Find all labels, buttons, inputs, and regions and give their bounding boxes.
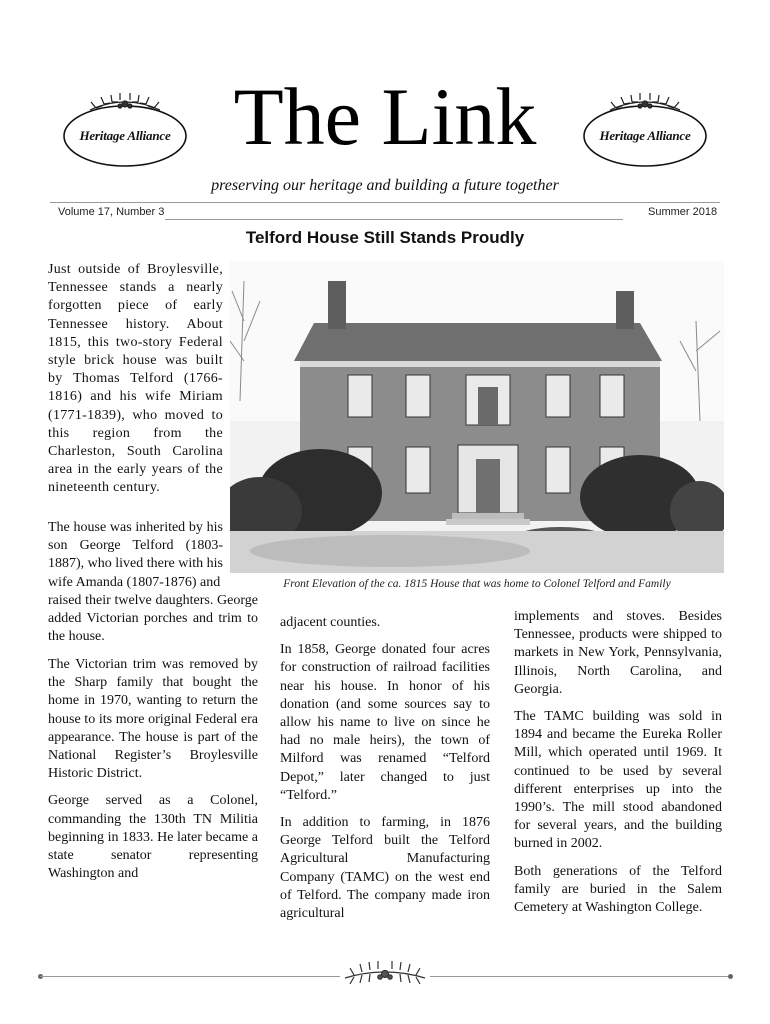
footer-rule-right bbox=[430, 976, 730, 977]
paragraph: Just outside of Broylesville, Tennessee stands a nearly forgotten piece of early Tennessee history. About 1815, this two-story Federal style brick house was built by Thomas Telford (1766-1816) and his wife Miriam (1771-1839), who moved to this region from the Charleston, South Carolina area in the early years of the nineteenth century. bbox=[48, 262, 223, 496]
footer-rule-left bbox=[40, 976, 340, 977]
paragraph: Both generations of the Telford family are buried in the Salem Cemetery at Washington College. bbox=[514, 863, 722, 916]
house-photo bbox=[230, 261, 724, 573]
paragraph: The Victorian trim was removed by the Sharp family that bought the home in 1970, wanting to return the house to its more original Federal era appearance. The house is part of the National Register’s Broylesville Historic District. bbox=[48, 657, 258, 782]
photo-caption: Front Elevation of the ca. 1815 House that was home to Colonel Telford and Family bbox=[283, 578, 671, 590]
footer-ornament bbox=[340, 960, 430, 992]
tagline: preserving our heritage and building a future together bbox=[211, 177, 559, 194]
holly-ornament-icon bbox=[340, 960, 430, 992]
paragraph-wrap-rest: raised their twelve daughters. George added Victorian porches and trim to the house. bbox=[48, 593, 258, 645]
issue-season: Summer 2018 bbox=[648, 206, 718, 218]
masthead-rule-bottom bbox=[165, 219, 623, 220]
paragraph: adjacent counties. bbox=[280, 615, 381, 630]
volume-number: Volume 17, Number 3 bbox=[58, 206, 165, 218]
paragraph-wrap-top: The house was inherited by his son George Telford (1803-1887), who lived there with his wife Amanda (1807-1876) and bbox=[48, 520, 223, 590]
footer-dot-right bbox=[728, 974, 733, 979]
article-column-2 bbox=[280, 614, 490, 932]
article-column-1-lower bbox=[48, 656, 258, 892]
paragraph: implements and stoves. Besides Tennessee, products were shipped to markets in New York, Pennsylvania, Illinois, North Carolina, and Georgia. bbox=[514, 609, 722, 697]
article-column-3 bbox=[514, 608, 722, 926]
heritage-alliance-logo-right bbox=[580, 92, 710, 170]
paragraph: George served as a Colonel, commanding the 130th TN Militia beginning in 1833. He later became a state senator representing Washington and bbox=[48, 793, 258, 882]
article-column-1-top bbox=[48, 261, 223, 507]
masthead-rule-top bbox=[50, 202, 720, 203]
paragraph: In addition to farming, in 1876 George Telford built the Telford Agricultural Manufacturing Company (TAMC) on the west end of Telford. The company made iron agricultural bbox=[280, 815, 490, 922]
logo-text: Heritage Alliance bbox=[599, 128, 691, 143]
article-headline: Telford House Still Stands Proudly bbox=[245, 228, 525, 247]
paragraph: The TAMC building was sold in 1894 and became the Eureka Roller Mill, which operated until 1969. It continued to be used by several different enterprises up into the 1990’s. The mill stood abandoned for several years, and the building burned in 2002. bbox=[514, 709, 722, 852]
heritage-alliance-logo-left bbox=[60, 92, 190, 170]
paragraph: In 1858, George donated four acres for construction of railroad facilities near his house. In honor of his donation (and some sources say to allow his name to live on since he had no male heirs), the town of Milford was renamed “Telford Depot,” later changed to just “Telford.” bbox=[280, 642, 490, 803]
masthead-title: The Link bbox=[233, 71, 537, 162]
article-column-1-wrap bbox=[48, 519, 223, 592]
logo-text: Heritage Alliance bbox=[79, 128, 171, 143]
article-column-1-bottom bbox=[48, 592, 258, 656]
house-photo-icon bbox=[230, 261, 724, 573]
